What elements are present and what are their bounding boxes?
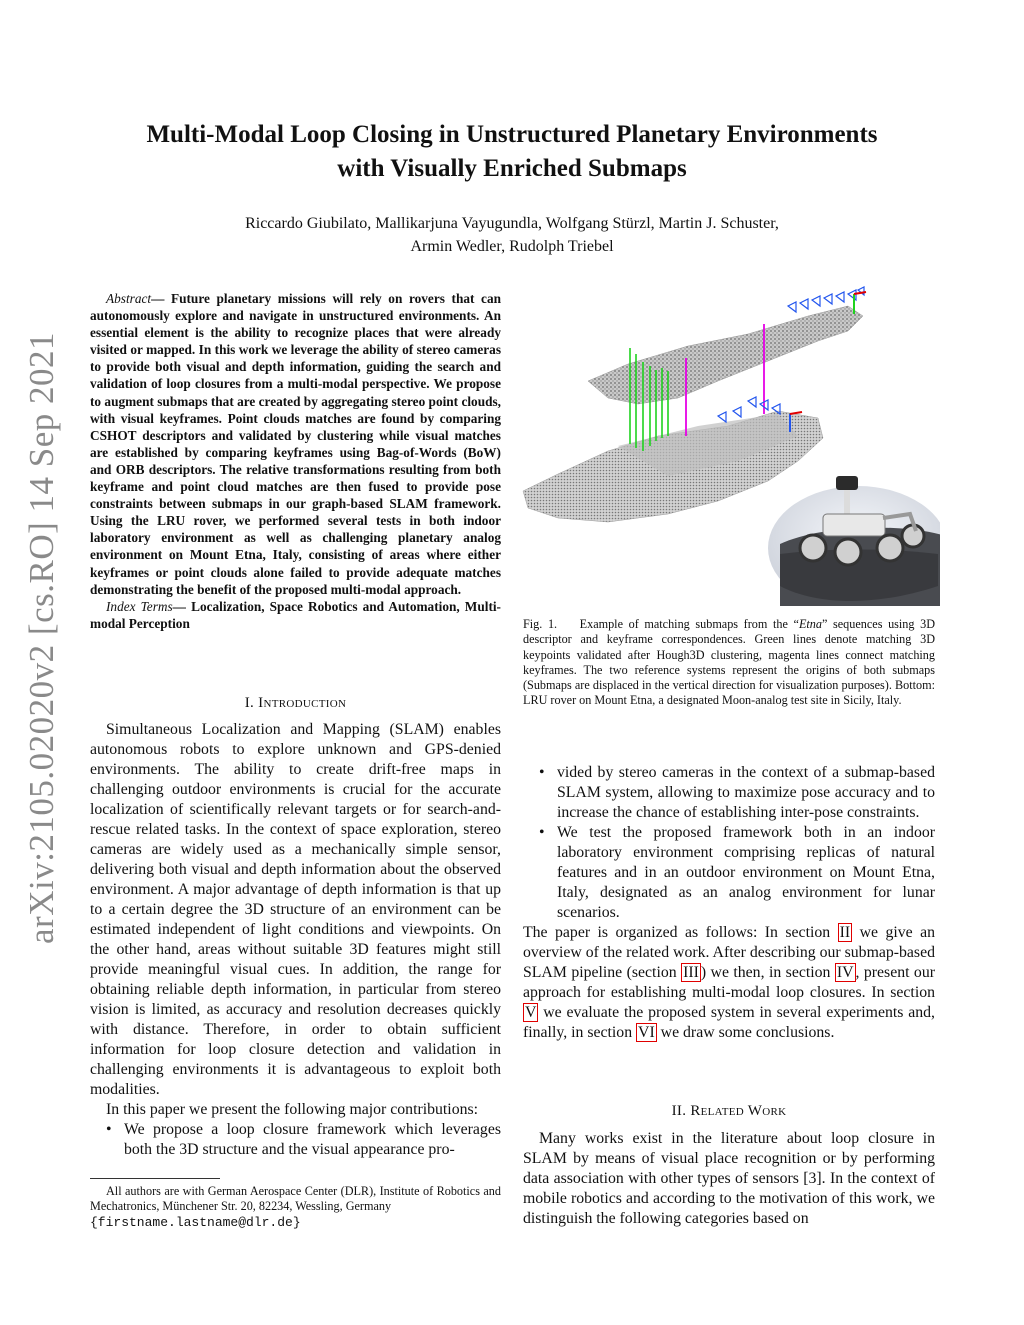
- list-item: [90, 1120, 501, 1160]
- related-work-body: [523, 1129, 935, 1229]
- contributions-list-2: [523, 823, 935, 923]
- section-heading-related-work: [523, 1103, 935, 1120]
- list-item: [523, 763, 935, 823]
- list-item-text: We test the proposed framework both in an indoor laboratory environment comprising replicas of natural features and in an outdoor environment on Mount Etna, Italy, designated as an analog environment for lunar scenarios.: [557, 824, 935, 921]
- right-column-body: [523, 763, 935, 1043]
- footnote-email[interactable]: {firstname.lastname@dlr.de}: [90, 1214, 301, 1230]
- list-item-text: We propose a loop closure framework which leverages both the 3D structure and the visual appearance pro-: [124, 1121, 501, 1158]
- authors-line-1: Riccardo Giubilato, Mallikarjuna Vayugundla, Wolfgang Stürzl, Martin J. Schuster,: [245, 215, 779, 232]
- contributions-list: [90, 1120, 501, 1160]
- list-item: [523, 823, 935, 923]
- arxiv-stamp[interactable]: arXiv:2105.02020v2 [cs.RO] 14 Sep 2021: [22, 331, 61, 944]
- intro-paragraph-2: In this paper we present the following major contributions:: [106, 1101, 479, 1118]
- footnote: [90, 1184, 501, 1230]
- submap-matching-figure: [518, 286, 940, 606]
- abstract-text: — Future planetary missions will rely on rovers that can autonomously explore and navigate in unstructured environments. An essential element is the ability to recognize places that were already visited or mapped. In this work we leverage the ability of stereo cameras to provide both visual and depth information, guiding the search and validation of loop closures from a multi-modal perspective. We propose to augment submaps that are created by aggregating stereo point clouds, with visual keyframes. Point clouds matches are found by comparing CSHOT descriptors and validated by clustering while visual matches are established by comparing keyframes using Bag-of-Words (BoW) and ORB descriptors. The relative transformations resulting from both keyframe and point cloud matches are then fused to provide pose constraints between submaps in our graph-based SLAM framework. Using the LRU rover, we performed several tests in both indoor laboratory environment as well as challenging planetary analog environment on Mount Etna, Italy, consisting of areas where either keyframes or point clouds alone failed to provide adequate matches demonstrating the benefit of the proposed multi-modal approach.: [90, 291, 501, 597]
- section-link-iii[interactable]: III: [683, 964, 699, 981]
- intro-body: [90, 720, 501, 1160]
- index-terms-text: — Localization, Space Robotics and Automation, Multi-modal Perception: [90, 598, 501, 631]
- index-terms-label: Index Terms: [106, 598, 173, 614]
- section-link-ii[interactable]: II: [839, 924, 851, 941]
- list-item-text: vided by stereo cameras in the context of a submap-based SLAM system, allowing to maximize pose accuracy and to increase the chance of establishing inter-pose constraints.: [557, 764, 935, 821]
- related-paragraph-1: Many works exist in the literature about loop closure in SLAM by means of visual place recognition or by performing data association with other types of sensors [3]. In the context of mobile robotics and according to the motivation of this work, we distinguish the following categories based on: [523, 1130, 935, 1227]
- section-link-iv[interactable]: IV: [836, 964, 854, 981]
- footnote-rule: [90, 1178, 220, 1179]
- rover-photo-inset: [768, 476, 940, 606]
- figure-caption: [523, 617, 935, 709]
- section-link-vi[interactable]: VI: [638, 1024, 655, 1041]
- footnote-affiliation: All authors are with German Aerospace Center (DLR), Institute of Robotics and Mechatronics, Münchener Str. 20, 82234, Wessling, Germany: [90, 1184, 501, 1214]
- author-list: [100, 212, 924, 258]
- authors-line-2: Armin Wedler, Rudolph Triebel: [410, 238, 614, 255]
- intro-paragraph-1: Simultaneous Localization and Mapping (SLAM) enables autonomous robots to explore unknown and GPS-denied environments. The ability to create drift-free maps in challenging outdoor environments is crucial for the accurate localization of scientifically relevant targets or for search-and-rescue related tasks. In the context of space exploration, stereo cameras are widely used as a mechanically simple sensor, delivering both visual and depth information about the observed environment. A major advantage of depth information is that up to a certain degree the 3D structure of an environment can be estimated independent of light conditions and viewpoints. On the other hand, areas without suitable 3D features might still provide meaningful visual cues. In addition, the range for obtaining reliable depth information, in particular from stereo vision is limited, as accuracy and resolution decreases quickly with distance. Therefore, in order to obtain sufficient information for loop closure detection and validation in challenging environments it is advantageous to exploit both modalities.: [90, 721, 501, 1098]
- caption-text-2: ” sequences using 3D descriptor and keyframe correspondences. Green lines denote matching 3D keypoints validated after Hough3D clustering, magenta lines connect matching keyframes. The two reference systems represent the origins of both submaps (Submaps are displaced in the vertical direction for visualization purposes). Bottom: LRU rover on Mount Etna, a designated Moon-analog test site in Sicily, Italy.: [523, 617, 936, 708]
- section-link-v[interactable]: V: [525, 1004, 537, 1021]
- title-line-2: with Visually Enriched Submaps: [337, 155, 687, 182]
- caption-etna: Etna: [798, 617, 822, 631]
- section-heading-introduction: [90, 695, 501, 712]
- organization-paragraph: The paper is organized as follows: In section II we give an overview of the related work. After describing our submap-based SLAM pipeline (section III ) we then, in section IV , present our approach for establishing multi-modal loop closures. In section V we evaluate the proposed system in several experiments and, finally, in section VI we draw some conclusions.: [523, 924, 935, 1041]
- section-number: I.: [244, 695, 259, 711]
- contributions-list-continued: [523, 763, 935, 823]
- title-line-1: Multi-Modal Loop Closing in Unstructured Planetary Environments: [146, 121, 878, 148]
- abstract-label: Abstract: [106, 291, 152, 306]
- section-number: II.: [671, 1103, 691, 1119]
- paper-title: [80, 118, 944, 186]
- caption-label: Fig. 1.: [523, 617, 558, 631]
- section-title: Related Work: [690, 1103, 787, 1119]
- figure-1: [518, 286, 940, 606]
- caption-text: Example of matching submaps from the “: [579, 617, 799, 631]
- abstract: [90, 290, 501, 632]
- section-title: Introduction: [258, 695, 347, 711]
